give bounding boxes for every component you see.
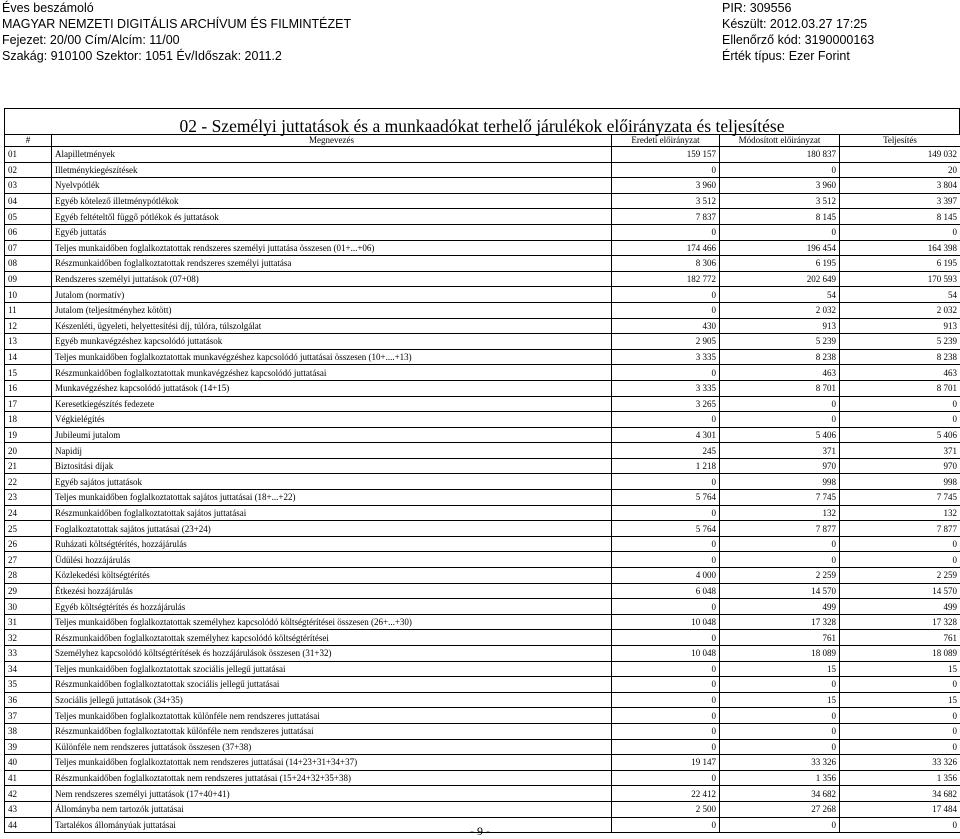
value-type: Érték típus: Ezer Forint: [722, 49, 850, 63]
actual-value: 8 238: [840, 349, 960, 365]
row-label: Napidíj: [52, 443, 612, 459]
original-budget: 430: [612, 318, 720, 334]
row-label: Egyéb kötelező illetménypótlékok: [52, 193, 612, 209]
row-number: 42: [5, 786, 52, 802]
actual-value: 7 877: [840, 521, 960, 537]
actual-value: 0: [840, 536, 960, 552]
actual-value: 0: [840, 723, 960, 739]
report-header-left: [2, 0, 351, 64]
row-label: Végkielégítés: [52, 412, 612, 428]
original-budget: 0: [612, 770, 720, 786]
original-budget: 0: [612, 661, 720, 677]
actual-value: 761: [840, 630, 960, 646]
original-budget: 0: [612, 302, 720, 318]
actual-value: 0: [840, 552, 960, 568]
table-row: [5, 801, 960, 817]
actual-value: 0: [840, 708, 960, 724]
actual-value: 0: [840, 817, 960, 833]
budget-table: [4, 134, 960, 833]
actual-value: 499: [840, 599, 960, 615]
row-label: Jutalom (normatív): [52, 287, 612, 303]
original-budget: 4 000: [612, 568, 720, 584]
row-number: 41: [5, 770, 52, 786]
actual-value: 14 570: [840, 583, 960, 599]
table-row: [5, 723, 960, 739]
table-row: [5, 677, 960, 693]
row-number: 34: [5, 661, 52, 677]
created-date: Készült: 2012.03.27 17:25: [722, 17, 868, 31]
table-row: [5, 646, 960, 662]
actual-value: 1 356: [840, 770, 960, 786]
table-row: [5, 708, 960, 724]
modified-budget: 0: [720, 708, 840, 724]
row-label: Egyéb munkavégzéshez kapcsolódó juttatások: [52, 334, 612, 350]
modified-budget: 371: [720, 443, 840, 459]
row-label: Rendszeres személyi juttatások (07+08): [52, 271, 612, 287]
row-label: Nem rendszeres személyi juttatások (17+40+41): [52, 786, 612, 802]
modified-budget: 998: [720, 474, 840, 490]
table-row: [5, 178, 960, 194]
original-budget: 0: [612, 224, 720, 240]
table-row: [5, 380, 960, 396]
row-label: Alapilletmények: [52, 147, 612, 163]
modified-budget: 8 701: [720, 380, 840, 396]
original-budget: 0: [612, 365, 720, 381]
column-header-name: Megnevezés: [52, 135, 612, 147]
pir-number: PIR: 309556: [722, 1, 792, 15]
table-row: [5, 474, 960, 490]
row-number: 10: [5, 287, 52, 303]
table-row: [5, 599, 960, 615]
actual-value: 371: [840, 443, 960, 459]
actual-value: 5 239: [840, 334, 960, 350]
report-type: Éves beszámoló: [2, 1, 94, 15]
modified-budget: 196 454: [720, 240, 840, 256]
modified-budget: 0: [720, 723, 840, 739]
actual-value: 0: [840, 396, 960, 412]
actual-value: 913: [840, 318, 960, 334]
original-budget: 0: [612, 630, 720, 646]
actual-value: 2 259: [840, 568, 960, 584]
original-budget: 4 301: [612, 427, 720, 443]
original-budget: 5 764: [612, 521, 720, 537]
modified-budget: 0: [720, 412, 840, 428]
original-budget: 3 335: [612, 380, 720, 396]
actual-value: 15: [840, 661, 960, 677]
row-number: 09: [5, 271, 52, 287]
row-number: 36: [5, 692, 52, 708]
original-budget: 0: [612, 505, 720, 521]
original-budget: 1 218: [612, 458, 720, 474]
actual-value: 164 398: [840, 240, 960, 256]
modified-budget: 8 145: [720, 209, 840, 225]
modified-budget: 15: [720, 661, 840, 677]
table-row: [5, 692, 960, 708]
table-row: [5, 240, 960, 256]
table-row: [5, 209, 960, 225]
row-number: 18: [5, 412, 52, 428]
row-label: Üdülési hozzájárulás: [52, 552, 612, 568]
original-budget: 245: [612, 443, 720, 459]
original-budget: 0: [612, 692, 720, 708]
modified-budget: 132: [720, 505, 840, 521]
actual-value: 463: [840, 365, 960, 381]
row-number: 06: [5, 224, 52, 240]
chapter-title: Fejezet: 20/00 Cím/Alcím: 11/00: [2, 33, 180, 47]
original-budget: 7 837: [612, 209, 720, 225]
table-row: [5, 583, 960, 599]
row-label: Illetménykiegészítések: [52, 162, 612, 178]
table-row: [5, 458, 960, 474]
modified-budget: 913: [720, 318, 840, 334]
table-row: [5, 505, 960, 521]
original-budget: 0: [612, 677, 720, 693]
modified-budget: 14 570: [720, 583, 840, 599]
sector-period: Szakág: 910100 Szektor: 1051 Év/Időszak: 2011.2: [2, 49, 282, 63]
actual-value: 149 032: [840, 147, 960, 163]
row-number: 07: [5, 240, 52, 256]
original-budget: 3 335: [612, 349, 720, 365]
row-number: 26: [5, 536, 52, 552]
table-row: [5, 568, 960, 584]
modified-budget: 0: [720, 396, 840, 412]
actual-value: 8 145: [840, 209, 960, 225]
row-label: Különféle nem rendszeres juttatások összesen (37+38): [52, 739, 612, 755]
row-number: 35: [5, 677, 52, 693]
table-row: [5, 256, 960, 272]
row-number: 43: [5, 801, 52, 817]
table-row: [5, 193, 960, 209]
modified-budget: 8 238: [720, 349, 840, 365]
modified-budget: 202 649: [720, 271, 840, 287]
report-header-right: [722, 0, 874, 64]
row-number: 04: [5, 193, 52, 209]
row-number: 32: [5, 630, 52, 646]
actual-value: 33 326: [840, 755, 960, 771]
original-budget: 22 412: [612, 786, 720, 802]
original-budget: 19 147: [612, 755, 720, 771]
row-label: Teljes munkaidőben foglalkoztatottak szociális jellegű juttatásai: [52, 661, 612, 677]
table-row: [5, 287, 960, 303]
row-label: Állományba nem tartozók juttatásai: [52, 801, 612, 817]
original-budget: 0: [612, 287, 720, 303]
modified-budget: 34 682: [720, 786, 840, 802]
row-label: Személyhez kapcsolódó költségtérítések és hozzájárulások összesen (31+32): [52, 646, 612, 662]
original-budget: 8 306: [612, 256, 720, 272]
actual-value: 34 682: [840, 786, 960, 802]
table-row: [5, 147, 960, 163]
modified-budget: 0: [720, 162, 840, 178]
actual-value: 132: [840, 505, 960, 521]
row-number: 23: [5, 490, 52, 506]
table-row: [5, 614, 960, 630]
original-budget: 0: [612, 474, 720, 490]
modified-budget: 33 326: [720, 755, 840, 771]
actual-value: 970: [840, 458, 960, 474]
table-row: [5, 162, 960, 178]
table-row: [5, 443, 960, 459]
column-header-original: Eredeti előirányzat: [612, 135, 720, 147]
original-budget: 0: [612, 552, 720, 568]
actual-value: 0: [840, 677, 960, 693]
table-row: [5, 536, 960, 552]
row-label: Munkavégzéshez kapcsolódó juttatások (14+15): [52, 380, 612, 396]
table-row: [5, 770, 960, 786]
row-number: 17: [5, 396, 52, 412]
table-row: [5, 271, 960, 287]
modified-budget: 5 239: [720, 334, 840, 350]
row-label: Tartalékos állományúak juttatásai: [52, 817, 612, 833]
row-number: 24: [5, 505, 52, 521]
row-number: 29: [5, 583, 52, 599]
modified-budget: 499: [720, 599, 840, 615]
modified-budget: 970: [720, 458, 840, 474]
modified-budget: 6 195: [720, 256, 840, 272]
row-label: Részmunkaidőben foglalkoztatottak rendszeres személyi juttatása: [52, 256, 612, 272]
row-number: 31: [5, 614, 52, 630]
row-number: 01: [5, 147, 52, 163]
row-label: Egyéb juttatás: [52, 224, 612, 240]
row-label: Egyéb feltételtől függő pótlékok és juttatások: [52, 209, 612, 225]
row-label: Teljes munkaidőben foglalkoztatottak munkavégzéshez kapcsolódó juttatásai összesen (10+....+13): [52, 349, 612, 365]
table-row: [5, 349, 960, 365]
original-budget: 6 048: [612, 583, 720, 599]
original-budget: 3 960: [612, 178, 720, 194]
modified-budget: 0: [720, 817, 840, 833]
table-row: [5, 552, 960, 568]
table-row: [5, 365, 960, 381]
row-label: Részmunkaidőben foglalkoztatottak különféle nem rendszeres juttatásai: [52, 723, 612, 739]
row-number: 33: [5, 646, 52, 662]
original-budget: 2 500: [612, 801, 720, 817]
actual-value: 5 406: [840, 427, 960, 443]
original-budget: 0: [612, 599, 720, 615]
modified-budget: 0: [720, 677, 840, 693]
table-row: [5, 412, 960, 428]
table-row: [5, 427, 960, 443]
table-row: [5, 630, 960, 646]
modified-budget: 0: [720, 224, 840, 240]
modified-budget: 463: [720, 365, 840, 381]
row-number: 14: [5, 349, 52, 365]
actual-value: 15: [840, 692, 960, 708]
row-number: 22: [5, 474, 52, 490]
original-budget: 0: [612, 708, 720, 724]
row-number: 30: [5, 599, 52, 615]
actual-value: 0: [840, 224, 960, 240]
table-title: 02 - Személyi juttatások és a munkaadókat terhelő járulékok előirányzata és teljesítése: [4, 108, 960, 135]
actual-value: 18 089: [840, 646, 960, 662]
row-number: 44: [5, 817, 52, 833]
row-number: 02: [5, 162, 52, 178]
row-label: Keresetkiegészítés fedezete: [52, 396, 612, 412]
row-label: Részmunkaidőben foglalkoztatottak sajátos juttatásai: [52, 505, 612, 521]
table-header-row: [5, 135, 960, 147]
row-number: 16: [5, 380, 52, 396]
original-budget: 159 157: [612, 147, 720, 163]
original-budget: 0: [612, 536, 720, 552]
row-label: Teljes munkaidőben foglalkoztatottak nem rendszeres juttatásai (14+23+31+34+37): [52, 755, 612, 771]
row-number: 19: [5, 427, 52, 443]
row-number: 39: [5, 739, 52, 755]
original-budget: 0: [612, 723, 720, 739]
page-number: - 9 -: [470, 824, 490, 838]
table-row: [5, 490, 960, 506]
row-label: Szociális jellegű juttatások (34+35): [52, 692, 612, 708]
actual-value: 20: [840, 162, 960, 178]
modified-budget: 3 512: [720, 193, 840, 209]
institution-name: MAGYAR NEMZETI DIGITÁLIS ARCHÍVUM ÉS FILMINTÉZET: [2, 17, 352, 31]
actual-value: 2 032: [840, 302, 960, 318]
modified-budget: 54: [720, 287, 840, 303]
original-budget: 3 512: [612, 193, 720, 209]
original-budget: 182 772: [612, 271, 720, 287]
row-label: Részmunkaidőben foglalkoztatottak nem rendszeres juttatásai (15+24+32+35+38): [52, 770, 612, 786]
column-header-actual: Teljesítés: [840, 135, 960, 147]
table-row: [5, 786, 960, 802]
table-row: [5, 661, 960, 677]
original-budget: 0: [612, 817, 720, 833]
actual-value: 6 195: [840, 256, 960, 272]
row-number: 28: [5, 568, 52, 584]
table-row: [5, 224, 960, 240]
row-label: Egyéb költségtérítés és hozzájárulás: [52, 599, 612, 615]
modified-budget: 2 032: [720, 302, 840, 318]
original-budget: 0: [612, 162, 720, 178]
original-budget: 174 466: [612, 240, 720, 256]
row-number: 27: [5, 552, 52, 568]
actual-value: 54: [840, 287, 960, 303]
table-row: [5, 755, 960, 771]
actual-value: 8 701: [840, 380, 960, 396]
column-header-modified: Módosított előirányzat: [720, 135, 840, 147]
row-number: 37: [5, 708, 52, 724]
row-label: Készenléti, ügyeleti, helyettesítési díj, túlóra, túlszolgálat: [52, 318, 612, 334]
row-label: Foglalkoztatottak sajátos juttatásai (23+24): [52, 521, 612, 537]
actual-value: 0: [840, 412, 960, 428]
modified-budget: 18 089: [720, 646, 840, 662]
actual-value: 17 328: [840, 614, 960, 630]
row-number: 25: [5, 521, 52, 537]
actual-value: 998: [840, 474, 960, 490]
table-row: [5, 302, 960, 318]
original-budget: 5 764: [612, 490, 720, 506]
modified-budget: 7 745: [720, 490, 840, 506]
modified-budget: 180 837: [720, 147, 840, 163]
modified-budget: 0: [720, 552, 840, 568]
row-number: 15: [5, 365, 52, 381]
modified-budget: 1 356: [720, 770, 840, 786]
row-label: Teljes munkaidőben foglalkoztatottak különféle nem rendszeres juttatásai: [52, 708, 612, 724]
table-row: [5, 739, 960, 755]
row-number: 38: [5, 723, 52, 739]
row-label: Teljes munkaidőben foglalkoztatottak rendszeres személyi juttatása összesen (01+...+06): [52, 240, 612, 256]
row-label: Étkezési hozzájárulás: [52, 583, 612, 599]
row-label: Teljes munkaidőben foglalkoztatottak személyhez kapcsolódó költségtérítései összesen (26+...+30): [52, 614, 612, 630]
modified-budget: 27 268: [720, 801, 840, 817]
row-number: 03: [5, 178, 52, 194]
original-budget: 10 048: [612, 614, 720, 630]
modified-budget: 761: [720, 630, 840, 646]
original-budget: 3 265: [612, 396, 720, 412]
modified-budget: 3 960: [720, 178, 840, 194]
actual-value: 17 484: [840, 801, 960, 817]
actual-value: 7 745: [840, 490, 960, 506]
row-label: Részmunkaidőben foglalkoztatottak személyhez kapcsolódó költségtérítései: [52, 630, 612, 646]
modified-budget: 0: [720, 536, 840, 552]
modified-budget: 15: [720, 692, 840, 708]
row-label: Egyéb sajátos juttatások: [52, 474, 612, 490]
modified-budget: 5 406: [720, 427, 840, 443]
table-row: [5, 521, 960, 537]
modified-budget: 7 877: [720, 521, 840, 537]
modified-budget: 17 328: [720, 614, 840, 630]
row-label: Biztosítási díjak: [52, 458, 612, 474]
row-label: Részmunkaidőben foglalkoztatottak munkavégzéshez kapcsolódó juttatásai: [52, 365, 612, 381]
row-number: 11: [5, 302, 52, 318]
actual-value: 3 804: [840, 178, 960, 194]
table-row: [5, 334, 960, 350]
row-number: 12: [5, 318, 52, 334]
actual-value: 170 593: [840, 271, 960, 287]
original-budget: 2 905: [612, 334, 720, 350]
row-number: 08: [5, 256, 52, 272]
row-label: Jubileumi jutalom: [52, 427, 612, 443]
actual-value: 0: [840, 739, 960, 755]
modified-budget: 0: [720, 739, 840, 755]
column-header-number: #: [5, 135, 52, 147]
table-row: [5, 396, 960, 412]
check-code: Ellenőrző kód: 3190000163: [722, 33, 875, 47]
row-number: 05: [5, 209, 52, 225]
original-budget: 0: [612, 739, 720, 755]
row-label: Ruházati költségtérítés, hozzájárulás: [52, 536, 612, 552]
row-number: 13: [5, 334, 52, 350]
actual-value: 3 397: [840, 193, 960, 209]
row-label: Részmunkaidőben foglalkoztatottak szociális jellegű juttatásai: [52, 677, 612, 693]
row-label: Közlekedési költségtérítés: [52, 568, 612, 584]
row-number: 20: [5, 443, 52, 459]
original-budget: 0: [612, 412, 720, 428]
original-budget: 10 048: [612, 646, 720, 662]
modified-budget: 2 259: [720, 568, 840, 584]
row-label: Jutalom (teljesítményhez kötött): [52, 302, 612, 318]
row-number: 21: [5, 458, 52, 474]
table-row: [5, 318, 960, 334]
row-label: Nyelvpótlék: [52, 178, 612, 194]
row-label: Teljes munkaidőben foglalkoztatottak sajátos juttatásai (18+...+22): [52, 490, 612, 506]
row-number: 40: [5, 755, 52, 771]
